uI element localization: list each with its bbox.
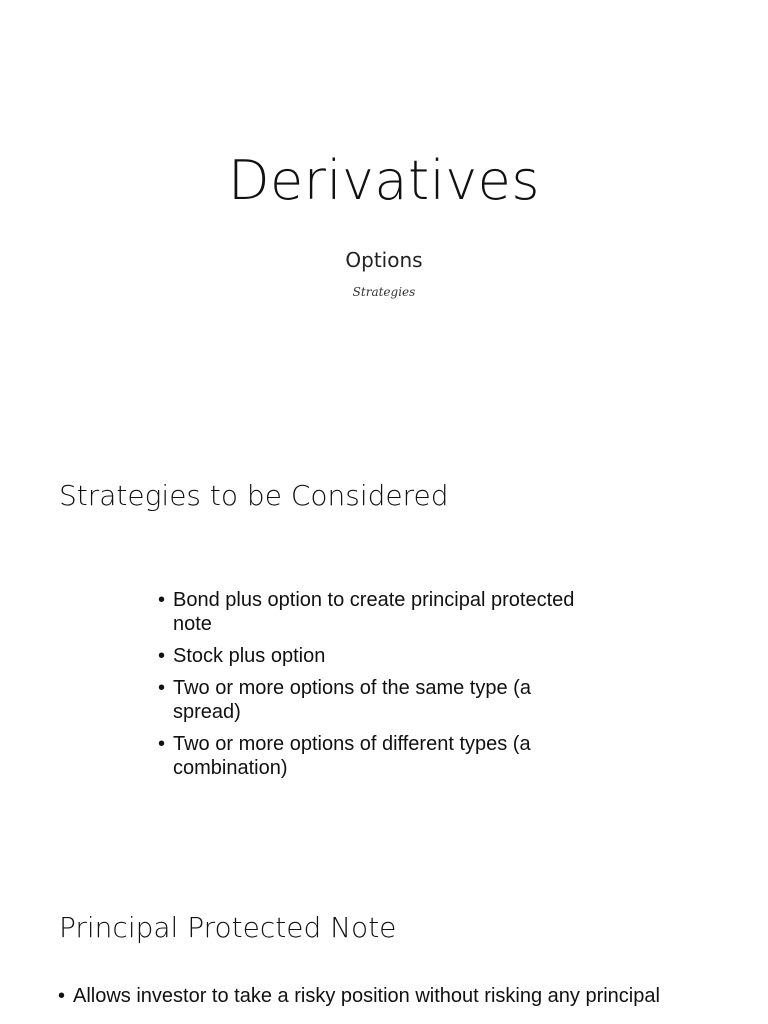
list-item-text: Stock plus option bbox=[173, 645, 326, 667]
slide-title-heading: Derivatives bbox=[227, 149, 541, 212]
list-item-text: Bond plus option to create principal protected note bbox=[173, 589, 575, 635]
list-item bbox=[158, 644, 598, 668]
slide-title bbox=[0, 0, 768, 432]
list-item bbox=[158, 588, 598, 636]
list-item bbox=[158, 732, 598, 780]
bullet-glyph: • bbox=[158, 589, 166, 611]
list-item-text: Two or more options of the same type (a spread) bbox=[173, 677, 531, 723]
slide-principal-protected-note bbox=[0, 864, 768, 1024]
bullet-list bbox=[58, 984, 678, 1016]
slide-heading: Strategies to be Considered bbox=[59, 479, 449, 512]
list-item-text: Two or more options of different types (a combination) bbox=[173, 733, 531, 779]
slide-heading: Principal Protected Note bbox=[59, 911, 397, 944]
slide-strategies bbox=[0, 432, 768, 864]
slide-subsubtitle: Strategies bbox=[352, 285, 416, 299]
bullet-glyph: • bbox=[58, 985, 66, 1007]
list-item bbox=[158, 676, 598, 724]
bullet-list bbox=[158, 588, 598, 788]
bullet-glyph: • bbox=[158, 645, 166, 667]
bullet-glyph: • bbox=[158, 677, 166, 699]
list-item bbox=[58, 984, 678, 1008]
list-item-text: Allows investor to take a risky position without risking any principal bbox=[73, 985, 660, 1007]
slide-subtitle: Options bbox=[345, 248, 423, 272]
bullet-glyph: • bbox=[158, 733, 166, 755]
